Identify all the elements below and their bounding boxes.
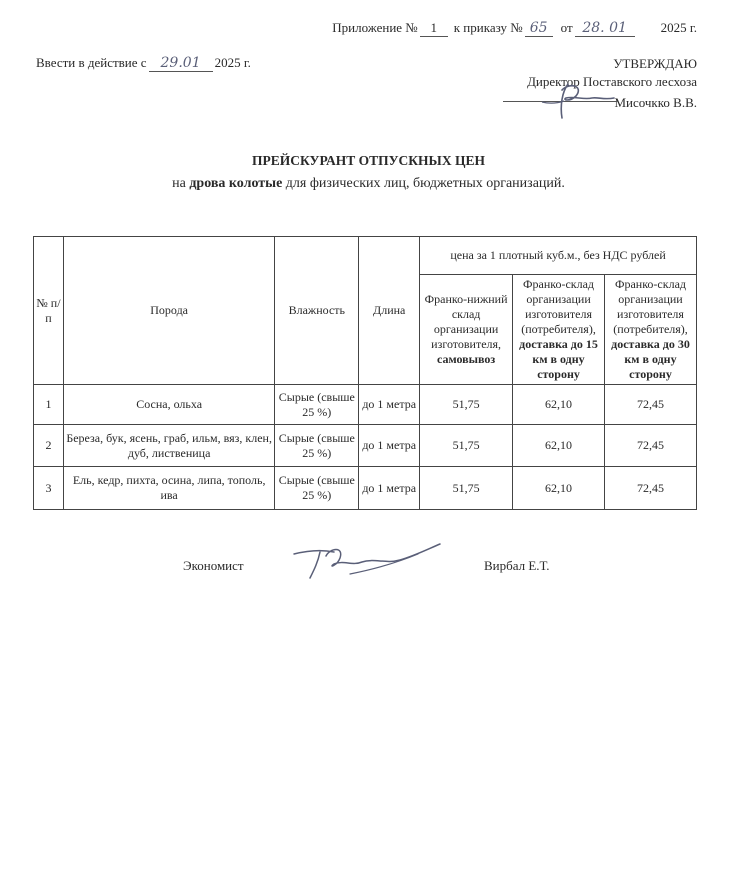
table-row: [34, 385, 697, 425]
subtitle-post: для физических лиц, бюджетных организаций.: [285, 176, 565, 191]
price-15km-label: Франко-склад организации изготовителя (потребителя),: [521, 277, 596, 336]
approver-position: Директор Поставского лесхоза: [527, 74, 697, 89]
cell-humidity: Сырые (свыше 25 %): [275, 385, 359, 425]
cell-num: 2: [34, 425, 64, 467]
col-header-price-15km: [513, 275, 605, 385]
col-header-species: Порода: [63, 237, 274, 385]
price-15km-bold: доставка до 15 км в одну сторону: [519, 337, 598, 381]
price-pickup-label: Франко-нижний склад организации изготовителя,: [424, 292, 508, 351]
cell-num: 1: [34, 385, 64, 425]
col-header-humidity: Влажность: [275, 237, 359, 385]
document-subtitle: [0, 176, 737, 192]
cell-humidity: Сырые (свыше 25 %): [275, 467, 359, 510]
order-year: 2025 г.: [660, 20, 697, 35]
enactment-label: Ввести в действие с: [36, 55, 147, 70]
table-row: [34, 425, 697, 467]
cell-price-30km: 72,45: [605, 425, 697, 467]
cell-price-30km: 72,45: [605, 467, 697, 510]
price-30km-label: Франко-склад организации изготовителя (потребителя),: [613, 277, 688, 336]
economist-signature: [290, 540, 445, 585]
cell-species: Береза, бук, ясень, граб, ильм, вяз, клен, дуб, лиственица: [63, 425, 274, 467]
price-30km-bold: доставка до 30 км в одну сторону: [611, 337, 690, 381]
economist-name: Вирбал Е.Т.: [484, 558, 550, 573]
order-date: 28. 01: [575, 20, 635, 37]
subtitle-pre: на: [172, 176, 186, 191]
cell-num: 3: [34, 467, 64, 510]
cell-price-pickup: 51,75: [420, 385, 513, 425]
price-table: [33, 236, 697, 510]
cell-price-15km: 62,10: [513, 425, 605, 467]
col-header-num: № п/п: [34, 237, 64, 385]
economist-position: Экономист: [183, 558, 244, 573]
col-header-price-pickup: [420, 275, 513, 385]
annex-number: 1: [420, 20, 448, 37]
col-header-length: Длина: [359, 237, 420, 385]
col-header-price-30km: [605, 275, 697, 385]
order-number: 65: [525, 20, 553, 37]
cell-price-15km: 62,10: [513, 467, 605, 510]
price-pickup-bold: самовывоз: [436, 352, 496, 366]
order-from: от: [560, 20, 573, 35]
cell-price-30km: 72,45: [605, 385, 697, 425]
cell-length: до 1 метра: [359, 425, 420, 467]
col-header-price-group: цена за 1 плотный куб.м., без НДС рублей: [420, 237, 697, 275]
enactment-year: 2025 г.: [214, 55, 251, 70]
enactment-line: [36, 55, 251, 72]
approver-name: Мисочкко В.В.: [614, 95, 697, 110]
cell-price-pickup: 51,75: [420, 425, 513, 467]
subtitle-bold: дрова колотые: [189, 176, 283, 191]
cell-price-pickup: 51,75: [420, 467, 513, 510]
annex-reference: [332, 20, 697, 37]
cell-length: до 1 метра: [359, 467, 420, 510]
cell-length: до 1 метра: [359, 385, 420, 425]
cell-humidity: Сырые (свыше 25 %): [275, 425, 359, 467]
table-row: [34, 467, 697, 510]
cell-price-15km: 62,10: [513, 385, 605, 425]
enactment-date: 29.01: [149, 55, 213, 72]
cell-species: Ель, кедр, пихта, осина, липа, тополь, ива: [63, 467, 274, 510]
director-signature: [540, 78, 620, 123]
order-text: к приказу №: [453, 20, 523, 35]
cell-species: Сосна, ольха: [63, 385, 274, 425]
document-title: ПРЕЙСКУРАНТ ОТПУСКНЫХ ЦЕН: [252, 153, 485, 168]
approve-word: УТВЕРЖДАЮ: [613, 56, 697, 71]
annex-prefix: Приложение №: [332, 20, 418, 35]
